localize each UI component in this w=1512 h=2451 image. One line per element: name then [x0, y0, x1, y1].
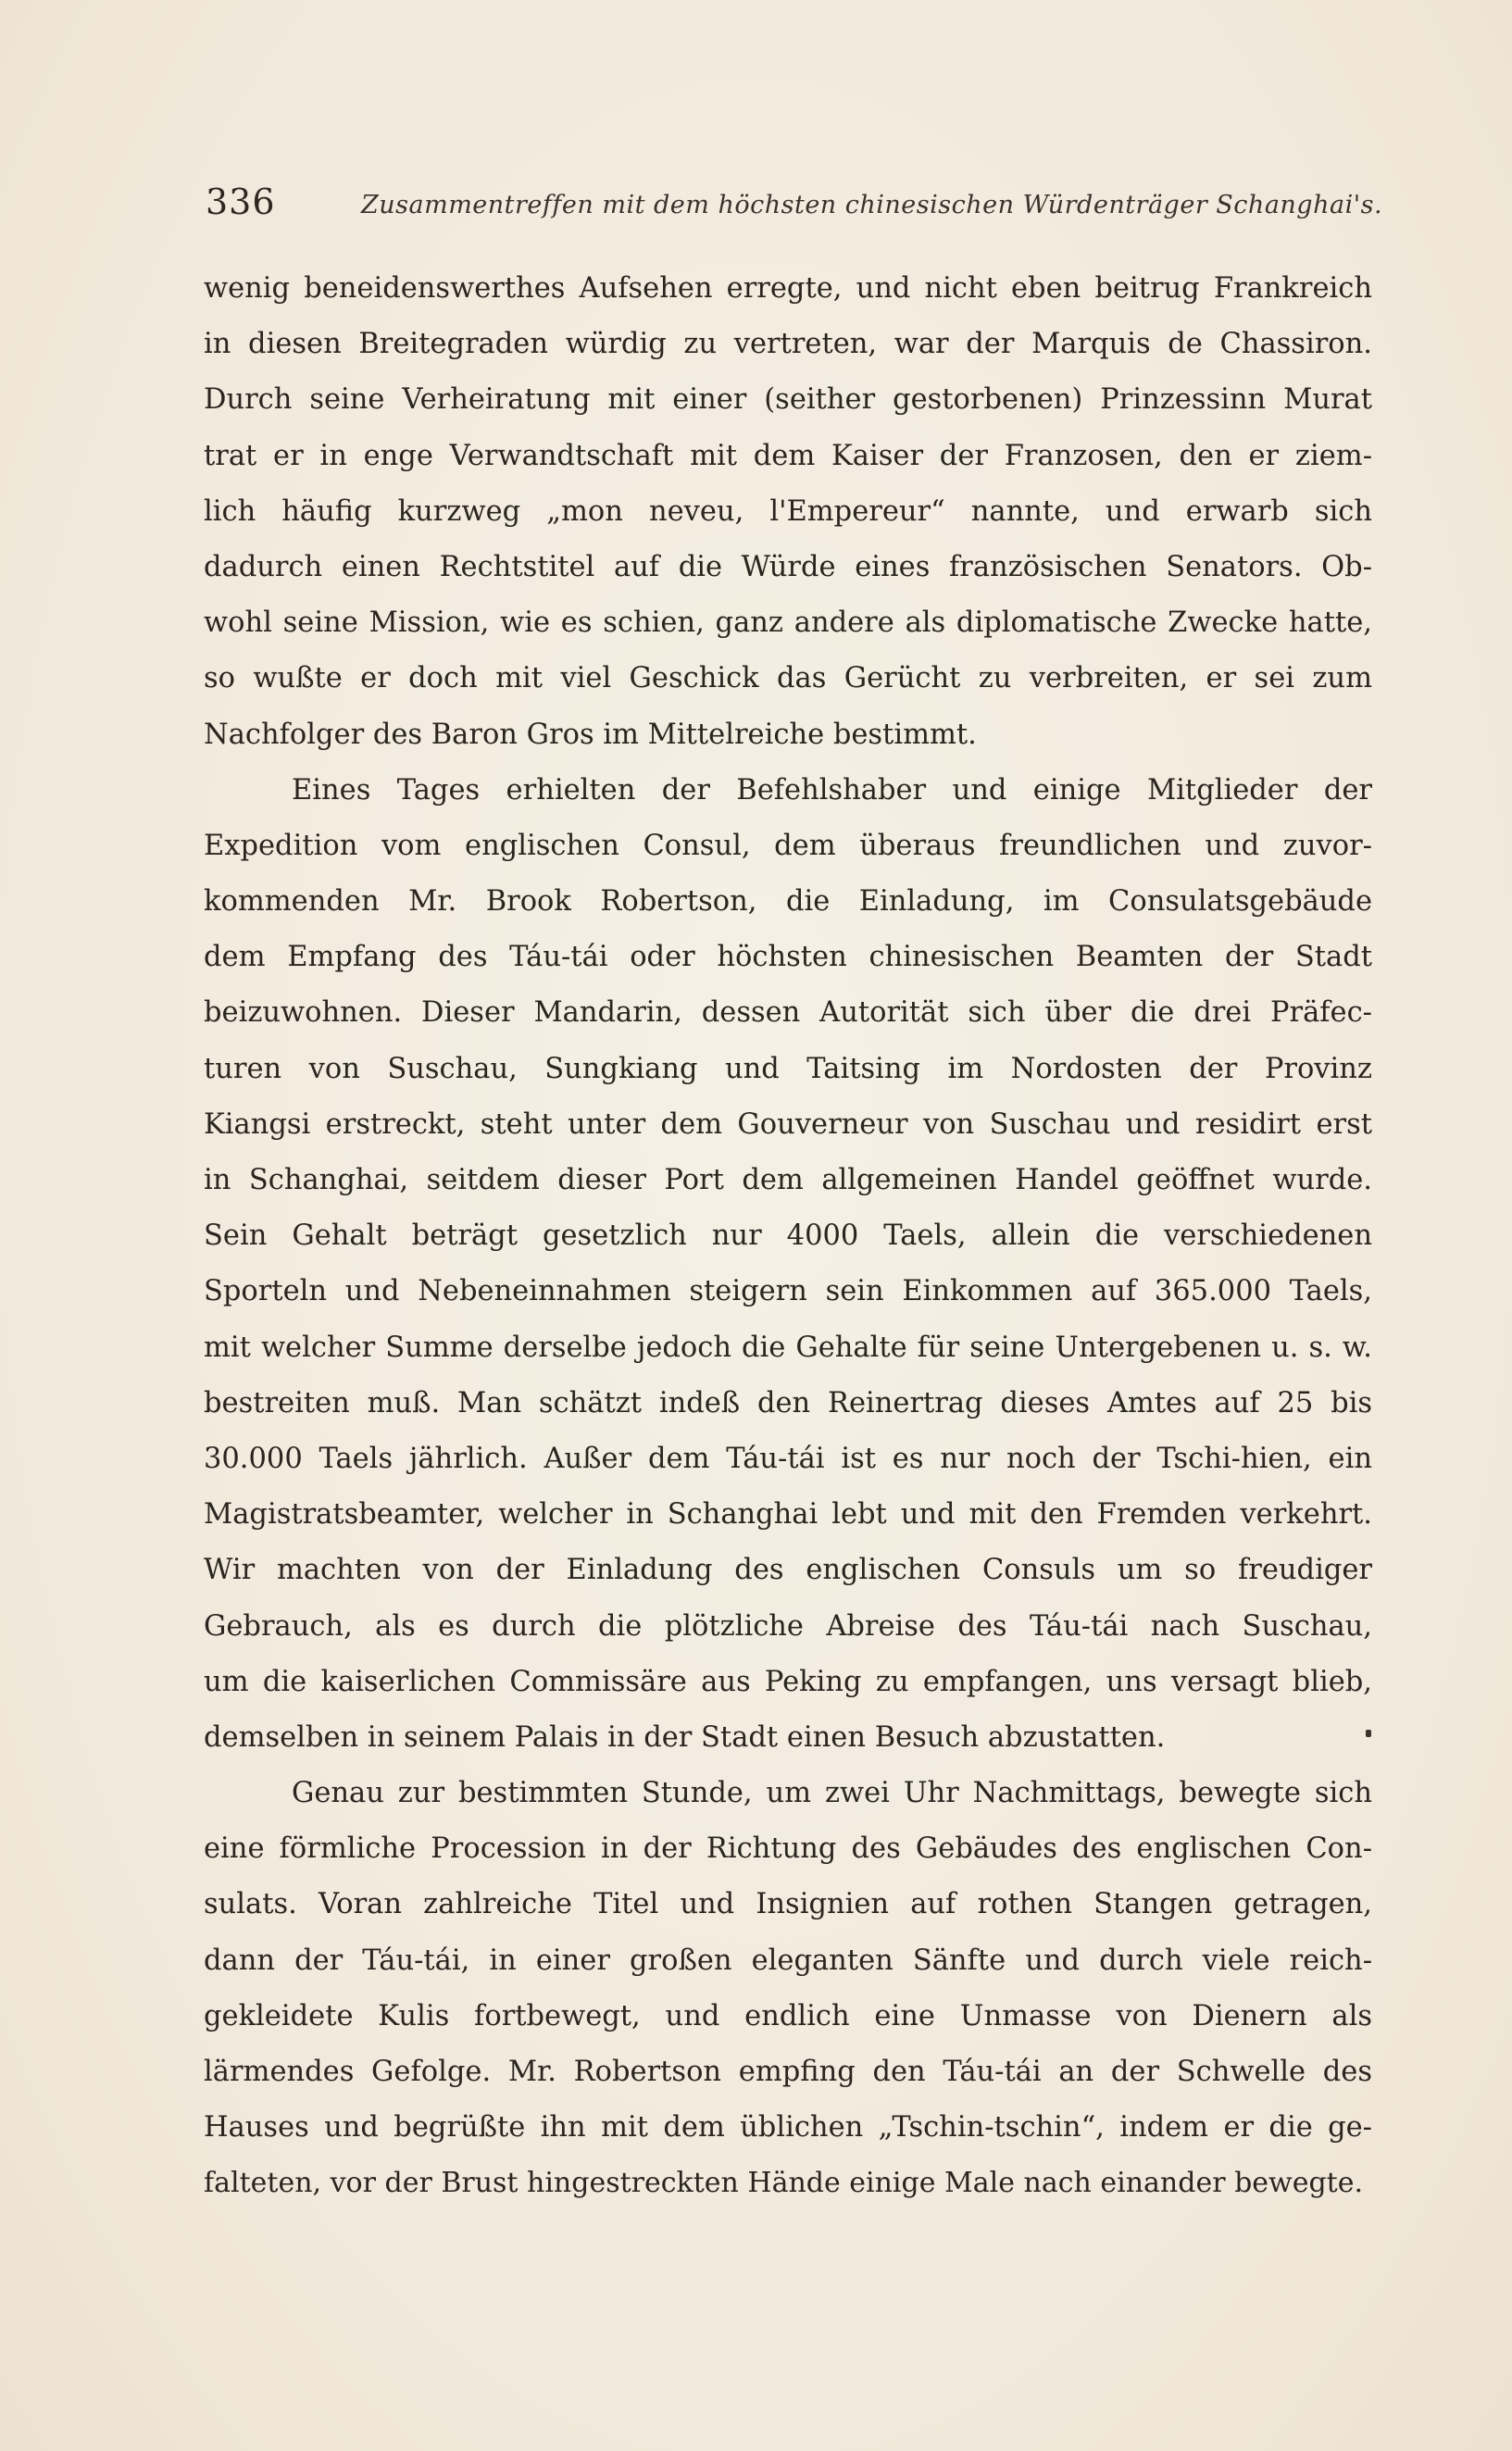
text-line: Genau zur bestimmten Stunde, um zwei Uhr Nachmittags, bewegte sich [292, 1777, 1372, 1810]
paragraph-2 [204, 763, 1372, 1766]
text-line: Sein Gehalt beträgt gesetzlich nur 4000 Taels, allein die verschiedenen [204, 1219, 1372, 1253]
page-number: 336 [206, 181, 276, 222]
page-header [206, 181, 1383, 228]
text-line: sulats. Voran zahlreiche Titel und Insignien auf rothen Stangen getragen, [204, 1888, 1372, 1921]
text-line: in Schanghai, seitdem dieser Port dem allgemeinen Handel geöffnet wurde. [204, 1164, 1372, 1196]
text-line: gekleidete Kulis fortbewegt, und endlich eine Unmasse von Dienern als [204, 1999, 1372, 2032]
text-line: trat er in enge Verwandtschaft mit dem Kaiser der Franzosen, den er ziem- [204, 439, 1372, 472]
text-line: falteten, vor der Brust hingestreckten Hände einige Male nach einander bewegte. [204, 2167, 1364, 2200]
text-line: Durch seine Verheiratung mit einer (seither gestorbenen) Prinzessinn Murat [204, 383, 1372, 417]
text-line: lärmendes Gefolge. Mr. Robertson empfing den Táu-tái an der Schwelle des [204, 2056, 1372, 2088]
text-line: lich häufig kurzweg „mon neveu, l'Empereur“ nannte, und erwarb sich [204, 494, 1372, 528]
text-line: Wir machten von der Einladung des englischen Consuls um so freudiger [204, 1554, 1372, 1587]
text-line: wohl seine Mission, wie es schien, ganz andere als diplomatische Zwecke hatte, [204, 606, 1372, 640]
text-line: turen von Suschau, Sungkiang und Taitsing im Nordosten der Provinz [204, 1052, 1372, 1085]
text-line: in diesen Breitegraden würdig zu vertreten, war der Marquis de Chassiron. [204, 328, 1372, 361]
text-line: wenig beneidenswerthes Aufsehen erregte, und nicht eben beitrug Frankreich [204, 272, 1372, 305]
text-line: Nachfolger des Baron Gros im Mittelreiche bestimmt. [204, 718, 977, 751]
text-line: Magistratsbeamter, welcher in Schanghai lebt und mit den Fremden verkehrt. [204, 1498, 1372, 1532]
text-line: kommenden Mr. Brook Robertson, die Einladung, im Consulatsgebäude [204, 885, 1372, 919]
paragraph-3 [204, 1766, 1372, 2212]
text-line: Hauses und begrüßte ihn mit dem üblichen „Tschin-tschin“, indem er die ge- [204, 2111, 1372, 2145]
text-line: Expedition vom englischen Consul, dem überaus freundlichen und zuvor- [204, 829, 1372, 862]
text-line: bestreiten muß. Man schätzt indeß den Reinertrag dieses Amtes auf 25 bis [204, 1386, 1372, 1419]
ink-mark [1366, 1730, 1371, 1737]
text-line: so wußte er doch mit viel Geschick das Gerücht zu verbreiten, er sei zum [204, 662, 1372, 695]
running-title: Zusammentreffen mit dem höchsten chinesischen Würdenträger Schanghai's. [361, 191, 1383, 219]
text-line: Eines Tages erhielten der Befehlshaber und einige Mitglieder der [292, 773, 1372, 807]
text-line: mit welcher Summe derselbe jedoch die Gehalte für seine Untergebenen u. s. w. [204, 1331, 1372, 1364]
text-line: dadurch einen Rechtstitel auf die Würde eines französischen Senators. Ob- [204, 550, 1372, 583]
body-text [204, 261, 1372, 2212]
text-line: 30.000 Taels jährlich. Außer dem Táu-tái ist es nur noch der Tschi-hien, ein [204, 1442, 1372, 1475]
text-line: eine förmliche Procession in der Richtung des Gebäudes des englischen Con- [204, 1832, 1372, 1866]
text-line: beizuwohnen. Dieser Mandarin, dessen Autorität sich über die drei Präfec- [204, 996, 1372, 1030]
paragraph-1 [204, 261, 1372, 763]
text-line: um die kaiserlichen Commissäre aus Peking zu empfangen, uns versagt blieb, [204, 1665, 1372, 1698]
text-line: demselben in seinem Palais in der Stadt einen Besuch abzustatten. [204, 1720, 1166, 1754]
text-line: dann der Táu-tái, in einer großen eleganten Sänfte und durch viele reich- [204, 1944, 1372, 1977]
text-line: dem Empfang des Táu-tái oder höchsten chinesischen Beamten der Stadt [204, 941, 1372, 974]
text-line: Gebrauch, als es durch die plötzliche Abreise des Táu-tái nach Suschau, [204, 1609, 1372, 1643]
text-line: Sporteln und Nebeneinnahmen steigern sein Einkommen auf 365.000 Taels, [204, 1275, 1372, 1308]
text-line: Kiangsi erstreckt, steht unter dem Gouverneur von Suschau und residirt erst [204, 1107, 1372, 1141]
